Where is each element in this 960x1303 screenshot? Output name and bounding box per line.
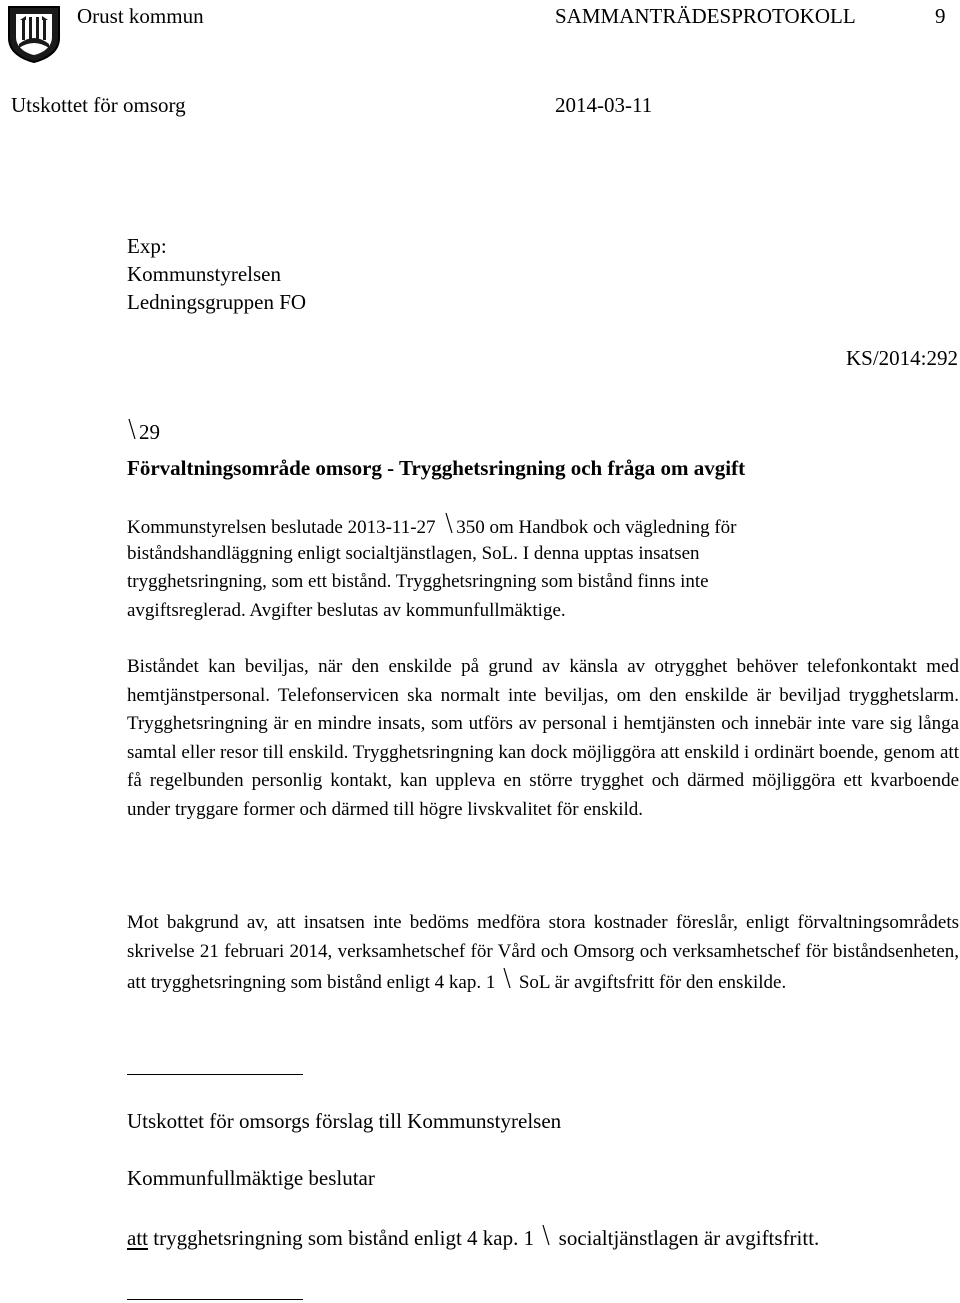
paragraph-3-text: Mot bakgrund av, att insatsen inte bedöms medföra stora kostnader föreslår, enligt förvaltningsområdets skrivelse 21 februari 2014, verksamhetschef för Vård och Omsorg och verksamhetschef för biståndsenheten, att trygghetsringning som bistånd enligt 4 kap. 1 bbox=[127, 912, 959, 993]
paragraph-3 bbox=[127, 909, 959, 998]
separator-line bbox=[127, 1299, 303, 1300]
paragraph-1-text: Kommunstyrelsen beslutade 2013-11-27 bbox=[127, 517, 436, 538]
distribution-recipient: Ledningsgruppen FO bbox=[127, 290, 307, 314]
page-number: 9 bbox=[935, 4, 946, 28]
section-sign-icon bbox=[127, 417, 137, 441]
paragraph-2: Biståndet kan beviljas, när den enskilde på grund av känsla av otrygghet behöver telefonkontakt med hemtjänstpersonal. Telefonservicen ska normalt inte beviljas, om den enskilde är beviljad trygghetslarm. Trygghetsringning är en mindre insats, som utförs av personal i hemtjänsten och innebär inte vare sig långa samtal eller resor till enskild. Trygghetsringning kan dock möjliggöra att enskild i ordinärt boende, genom att få regelbunden personlig kontakt, kan uppleva en större trygghet och därmed möjliggöra ett kvarboende under tryggare former och därmed till högre livskvalitet för enskild. bbox=[127, 656, 959, 820]
section-sign-icon bbox=[502, 966, 512, 990]
decision-text bbox=[127, 1223, 819, 1250]
decision-heading: Kommunfullmäktige beslutar bbox=[127, 1166, 375, 1190]
distribution-recipient: Kommunstyrelsen bbox=[127, 262, 281, 286]
proposal-heading: Utskottet för omsorgs förslag till Kommunstyrelsen bbox=[127, 1109, 562, 1133]
section-sign-icon bbox=[444, 511, 454, 535]
org-name: Orust kommun bbox=[77, 4, 204, 28]
decision-text-part: socialtjänstlagen är avgiftsfritt. bbox=[558, 1226, 820, 1250]
decision-text-part: trygghetsringning som bistånd enligt 4 kap. 1 bbox=[153, 1226, 535, 1250]
paragraph-1-line-2: biståndshandläggning enligt socialtjänstlagen, SoL. I denna upptas insatsen bbox=[127, 543, 700, 564]
distribution-label: Exp: bbox=[127, 234, 167, 258]
committee-name: Utskottet för omsorg bbox=[11, 93, 186, 117]
separator-line bbox=[127, 1074, 303, 1075]
att-keyword: att bbox=[127, 1226, 148, 1250]
section-sign-icon bbox=[541, 1223, 551, 1247]
case-number: KS/2014:292 bbox=[845, 346, 958, 370]
protocol-title: SAMMANTRÄDESPROTOKOLL bbox=[555, 4, 856, 28]
section-title: Förvaltningsområde omsorg - Trygghetsringning och fråga om avgift bbox=[127, 456, 746, 480]
paragraph-1-reference: 350 bbox=[456, 517, 485, 538]
paragraph-1-line-3: trygghetsringning, som ett bistånd. Trygghetsringning som bistånd finns inte bbox=[127, 571, 709, 592]
municipal-crest-icon bbox=[6, 4, 62, 64]
meeting-date: 2014-03-11 bbox=[555, 93, 653, 117]
paragraph-1-line-4: avgiftsreglerad. Avgifter beslutas av kommunfullmäktige. bbox=[127, 600, 566, 621]
paragraph-1-line-1 bbox=[127, 511, 736, 543]
paragraph-3-text: SoL är avgiftsfritt för den enskilde. bbox=[518, 972, 787, 993]
section-number-value: 29 bbox=[139, 420, 160, 444]
paragraph-1-text: om Handbok och vägledning för bbox=[489, 517, 737, 538]
section-number bbox=[127, 417, 160, 444]
